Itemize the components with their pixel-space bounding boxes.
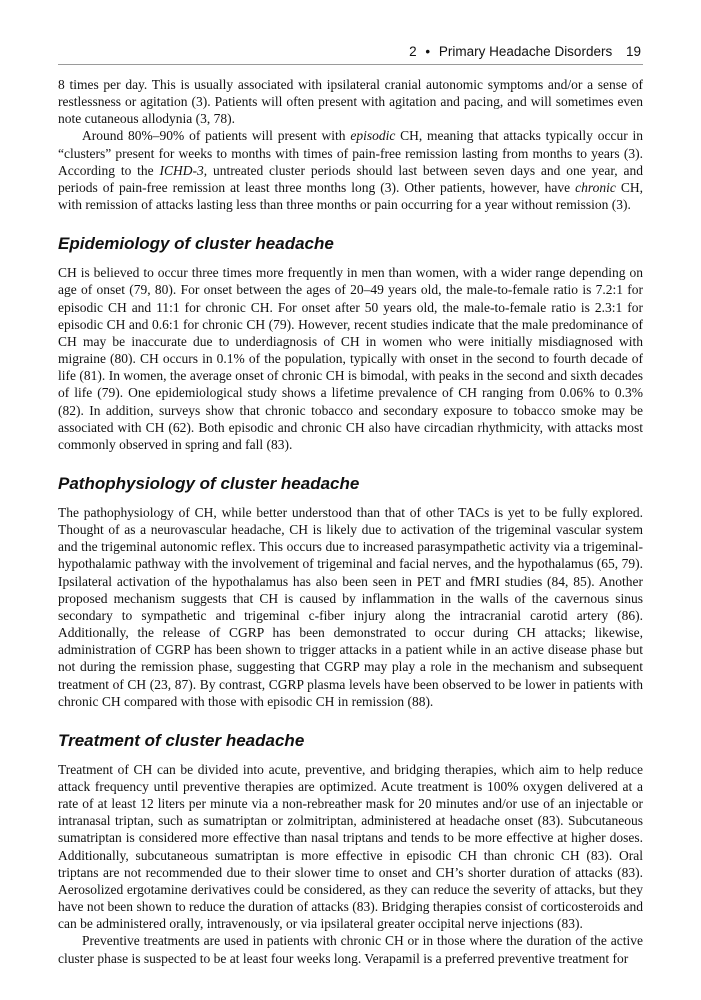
intro-emphasis-ichd: ICHD-3: [159, 162, 204, 178]
page-body: [58, 76, 643, 967]
intro-text-b: CH, meaning that attacks typically occur in “clusters” present for weeks to months with times of pain-free remission lasting from months to years (3). According to the: [58, 128, 643, 178]
intro-text-c: , untreated cluster periods should last between seven days and one year, and periods of pain-free remission at least three months long (3). Other patients, however, have: [58, 162, 643, 195]
intro-emphasis-chronic: chronic: [575, 179, 616, 195]
treatment-paragraph-1: Treatment of CH can be divided into acute, preventive, and bridging therapies, which aim to help reduce attack frequency until preventive therapies are optimized. Acute treatment is 100% oxygen delivered at a rate of at least 12 liters per minute via a non-rebreather mask for 20 minutes and/or use of an injectable or intranasal triptan, such as sumatriptan or zolmitriptan, administered at headache onset (83). Subcutaneous sumatriptan is considered more effective than nasal triptans and tends to be more effective at higher doses. Additionally, subcutaneous sumatriptan is more effective in episodic CH than chronic CH (83). Oral triptans are not recommended due to their slower time to onset and CH’s shorter duration of attacks (83). Aerosolized ergotamine derivatives could be considered, as they can reduce the severity of attacks, but they have not been shown to reduce the duration of attacks (83). Bridging therapies consist of corticosteroids and can be administered orally, intravenously, or via ipsilateral greater occipital nerve injections (83).: [58, 761, 643, 932]
chapter-number: 2: [409, 44, 417, 59]
pathophysiology-paragraph: The pathophysiology of CH, while better understood than that of other TACs is yet to be fully explored. Thought of as a neurovascular headache, CH is likely due to activation of the trigeminal vascular system and the trigeminal autonomic reflex. This occurs due to increased parasympathetic activity via a trigeminal-hypothalamic pathway with the involvement of trigeminal and facial nerves, and the hypothalamus (65, 79). Ipsilateral activation of the hypothalamus has also been seen in PET and fMRI studies (84, 85). Another proposed mechanism suggests that CH is caused by inflammation in the walls of the cavernous sinus secondary to sympathetic and trigeminal c-fiber injury along the intracranial carotid artery (86). Additionally, the release of CGRP has been demonstrated to occur during CH attacks; likewise, administration of CGRP has been shown to trigger attacks in a patient while in an active disease phase but not during the remission phase, suggesting that CGRP may play a role in the mechanism and subsequent treatment of CH (23, 87). By contrast, CGRP plasma levels have been observed to be lower in patients with chronic CH compared with those with episodic CH in remission (88).: [58, 504, 643, 709]
page-number: 19: [625, 44, 641, 59]
intro-paragraph-1: 8 times per day. This is usually associated with ipsilateral cranial autonomic symptoms and/or a sense of restlessness or agitation (3). Patients will often present with agitation and pacing, and will sometimes even note cutaneous allodynia (3, 78).: [58, 77, 643, 127]
treatment-paragraph-2: Preventive treatments are used in patients with chronic CH or in those where the duration of the active cluster phase is suspected to be at least four weeks long. Verapamil is a preferred preventive treatment for: [58, 933, 643, 966]
intro-emphasis-episodic: episodic: [350, 128, 396, 144]
intro-paragraph-2: [58, 127, 643, 213]
treatment-heading: Treatment of cluster headache: [58, 730, 305, 750]
intro-text-a: Around 80%–90% of patients will present with: [82, 128, 351, 144]
chapter-title: Primary Headache Disorders: [438, 44, 613, 59]
pathophysiology-heading: Pathophysiology of cluster headache: [58, 473, 360, 493]
epidemiology-heading: Epidemiology of cluster headache: [58, 234, 334, 254]
running-header: [58, 40, 643, 65]
epidemiology-paragraph: CH is believed to occur three times more frequently in men than women, with a wider range depending on age of onset (79, 80). For onset between the ages of 20–49 years old, the male-to-female ratio is 7.2:1 for episodic CH and 11:1 for chronic CH. For onset after 50 years old, the male-to-female ratio is 2.3:1 for episodic CH and 0.6:1 for chronic CH (79). However, recent studies indicate that the male predominance of CH may be inaccurate due to underdiagnosis of CH in women who were initially misdiagnosed with migraine (80). CH occurs in 0.1% of the population, typically with onset in the second to fourth decade of life (81). In women, the average onset of chronic CH is bimodal, with peaks in the second and sixth decades of life (79). One epidemiological study shows a lifetime prevalence of CH ranging from 0.06% to 0.3% (82). In addition, surveys show that chronic tobacco and secondary exposure to tobacco smoke may be associated with CH (62). Both episodic and chronic CH also have circadian rhythmicity, with attacks most commonly observed in spring and fall (83).: [58, 265, 643, 452]
header-bullet: •: [425, 44, 431, 59]
intro-text-d: CH, with remission of attacks lasting less than three months or pain occurring for a year without remission (3).: [58, 179, 643, 213]
